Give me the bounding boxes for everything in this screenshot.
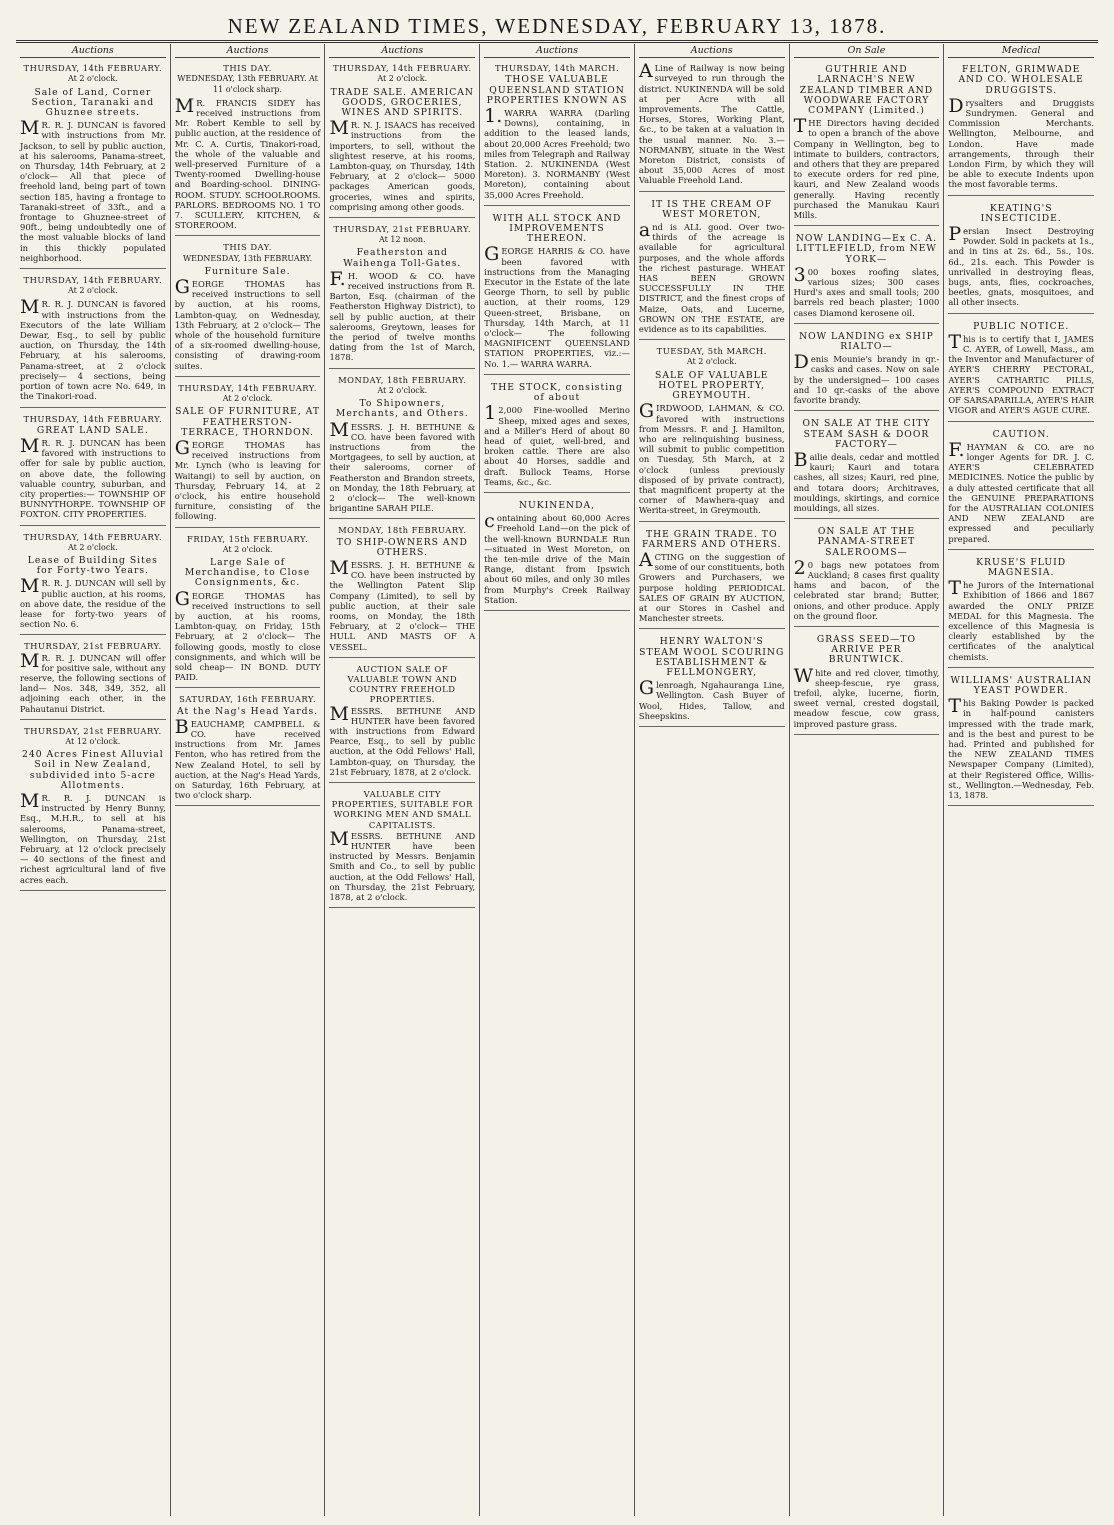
ad-title: TRADE SALE. AMERICAN GOODS, GROCERIES, WINES AND SPIRITS. [330, 86, 474, 119]
advertisement [639, 61, 785, 191]
advertisement [794, 415, 940, 519]
advertisement [329, 787, 475, 908]
advertisement [794, 230, 940, 324]
advertisement [20, 639, 166, 719]
newspaper-columns [16, 44, 1098, 1516]
advertisement [794, 523, 940, 627]
ad-title: THE STOCK, consisting of about [491, 381, 623, 404]
ad-body: GEORGE THOMAS has received instructions to sell by auction, at his rooms, Lambton-quay, on Friday, 15th February, at 2 o'clock— The following goods, mostly to close consignments, and which will be sold cheap— IN BOND. DUTY PAID. [174, 587, 321, 683]
ad-title: CAUTION. [992, 428, 1050, 440]
advertisement [484, 379, 630, 493]
masthead-rule-double [16, 42, 1098, 43]
ad-time: At 2 o'clock. [686, 357, 737, 367]
ad-date: THURSDAY, 14th FEBRUARY. [23, 275, 163, 286]
advertisement [20, 724, 166, 891]
ad-date: THURSDAY, 21st FEBRUARY. [24, 725, 162, 736]
advertisement [948, 672, 1094, 806]
ad-body: and is ALL good. Over two-thirds of the acreage is available for agricultural purposes, and the whole affords the richest pasturage. WHEAT HAS BEEN GROWN SUCCESSFULLY IN THE DISTRICT, and the finest crops of Maize, Oats, and Lucerne, GROWN ON THE ESTATE, are evidence as to its capabilities. [638, 219, 785, 335]
ad-title: THOSE VALUABLE QUEENSLAND STATION PROPERTIES KNOWN AS [486, 74, 628, 106]
advertisement [484, 61, 630, 206]
ad-time: At 2 o'clock. [67, 286, 118, 296]
ad-title: HENRY WALTON'S STEAM WOOL SCOURING ESTABLISHMENT & FELLMONGERY, [639, 636, 785, 678]
column-2 [171, 44, 326, 1516]
advertisement [175, 61, 321, 236]
ad-date: THURSDAY, 21st FEBRUARY. [24, 641, 162, 652]
column-heading: Auctions [329, 46, 475, 58]
ad-title: 240 Acres Finest Alluvial Soil in New Zealand, subdivided into 5-acre Allotments. [22, 749, 164, 791]
ad-title: At the Nag's Head Yards. [177, 705, 319, 717]
ad-date: AUCTION SALE OF VALUABLE TOWN AND COUNTRY FREEHOLD PROPERTIES. [347, 663, 458, 705]
ad-date: THURSDAY, 14th FEBRUARY. [332, 63, 472, 74]
ad-title: FELTON, GRIMWADE AND CO. WHOLESALE DRUGGISTS. [958, 64, 1084, 96]
ad-body: 1.WARRA WARRA (Darling Downs), containing, in addition to the leased lands, about 20,000 Acres Freehold; two miles from Telegraph and Railway Station. 2. NUKINENDA (West Moreton). 3. NORMANBY (West Moreton), containing about 35,000 Acres Freehold. [484, 105, 630, 200]
advertisement [20, 412, 166, 526]
advertisement [175, 381, 321, 528]
ad-body: MESSRS. BETHUNE AND HUNTER have been instructed by Messrs. Benjamin Smith and Co., to sell by public auction, at the Odd Fellows' Hall, on Thursday, the 21st February, 1878, at 2 o'clock. [329, 827, 476, 903]
ad-title: NUKINENDA, [519, 499, 595, 511]
ad-date: SATURDAY, 16th FEBRUARY. [179, 694, 317, 705]
ad-title: ON SALE AT THE PANAMA-STREET SALEROOMS— [817, 526, 916, 558]
ad-body: MR. R. J. DUNCAN is favored with instructions from the Executors of the late William Dewar, Esq., to sell by public auction, on Thursday, the 14th February, at his salerooms, Panama-street, at 2 o'clock precisely— 4 sections, being portion of town acre No. 649, in the Tinakori-road. [20, 296, 166, 402]
ad-body: 20 bags new potatoes from Auckland; 8 cases first quality hams and bacon, of the celebrated star brand; Butter, onions, and other produce. Apply on the ground floor. [793, 556, 940, 621]
advertisement [484, 497, 630, 611]
ad-title: GREAT LAND SALE. [36, 424, 149, 436]
advertisement [20, 273, 166, 407]
ad-date: THURSDAY, 14th MARCH. [494, 63, 620, 74]
ad-title: GRASS SEED—TO ARRIVE PER BRUNTWICK. [816, 633, 917, 666]
ad-body: Glenroagh, Ngahauranga Line, Wellington. Cash Buyer of Wool, Hides, Tallow, and Sheepskins. [638, 677, 785, 721]
ad-title: To Shipowners, Merchants, and Others. [335, 398, 469, 420]
ad-date: THURSDAY, 14th FEBRUARY. [23, 531, 163, 542]
column-heading: On Sale [794, 46, 940, 58]
advertisement [484, 210, 630, 375]
ad-date: FRIDAY, 15th FEBRUARY. [187, 533, 309, 544]
ad-title: NOW LANDING—Ex C. A. LITTLEFIELD, from NEW YORK— [795, 233, 938, 265]
column-heading: Auctions [20, 46, 166, 58]
ad-time: At 12 noon. [378, 235, 426, 245]
column-heading: Medical [948, 46, 1094, 58]
advertisement [329, 523, 475, 657]
advertisement [948, 318, 1094, 422]
ad-title: TO SHIP-OWNERS AND OTHERS. [336, 536, 468, 558]
ad-title: THE GRAIN TRADE. TO FARMERS AND OTHERS. [641, 528, 782, 550]
advertisement [329, 222, 475, 369]
column-heading: Auctions [484, 46, 630, 58]
ad-body: MESSRS. J. H. BETHUNE & CO. have been instructed by the Wellington Patent Slip Company (Limited), to sell by public auction, at their sale rooms, on Monday, the 18th February, at 2 o'clock— THE HULL AND MASTS OF A VESSEL. [329, 556, 476, 652]
ad-body: GEORGE HARRIS & CO. have been favored with instructions from the Managing Executor in the Estate of the late George Thorn, to sell by public auction, at their rooms, 129 Queen-street, Brisbane, on Thursday, 14th March, at 11 o'clock— The following MAGNIFICENT QUEENSLAND STATION PROPERTIES, viz.:— No. 1.— WARRA WARRA. [484, 243, 630, 369]
ad-title: SALE OF VALUABLE HOTEL PROPERTY, GREYMOUTH. [655, 369, 769, 402]
advertisement [20, 530, 166, 636]
advertisement [20, 61, 166, 269]
ad-title: Furniture Sale. [204, 265, 291, 277]
ad-date: THURSDAY, 14th FEBRUARY. [23, 413, 163, 424]
column-6 [790, 44, 945, 1516]
ad-body: MR. R. J. DUNCAN will offer for positive sale, without any reserve, the following sections of land— Nos. 348, 349, 352, all adjoining each other, in the Pahautanui District. [20, 649, 166, 714]
column-5 [635, 44, 790, 1516]
advertisement [175, 240, 321, 376]
advertisement [794, 631, 940, 735]
advertisement [948, 61, 1094, 195]
ad-time: At 12 o'clock. [65, 736, 121, 746]
ad-time: At 2 o'clock. [222, 544, 273, 554]
advertisement [639, 196, 785, 341]
masthead: NEW ZEALAND TIMES, WEDNESDAY, FEBRUARY 13, 1878. [227, 14, 887, 38]
ad-title: ON SALE AT THE CITY STEAM SASH & DOOR FACTORY— [802, 418, 931, 450]
ad-body: This Baking Powder is packed in half-pound canisters impressed with the trade mark, and is the best and purest to be had. Printed and published for the NEW ZEALAND TIMES Newspaper Company (Limited), at their Registered Office, Willis-st., Wellington.—Wednesday, Feb. 13, 1878. [948, 695, 1095, 800]
ad-time: At 2 o'clock. [67, 542, 118, 552]
ad-date: MONDAY, 18th FEBRUARY. [338, 525, 467, 536]
ad-body: containing about 60,000 Acres Freehold Land—on the pick of the well-known BURNDALE Run—situated in West Moreton, on the ten-mile drive of the Main Range, distant from Ipswich about 60 miles, and only 30 miles from Murphy's Creek Railway Station. [484, 510, 630, 605]
ad-body: MR. R. J. DUNCAN is favored with instructions from Mr. Jackson, to sell by public auction, at his salerooms, Panama-street, on Thursday, 14th February, at 2 o'clock— All that piece of freehold land, being part of town section 185, having a frontage to Taranaki-street of 33ft., and a frontage to Ghuznee-street of 90ft., being undoubtedly one of the most valuable blocks of land in this thickly populated neighborhood. [20, 117, 166, 263]
ad-date: THURSDAY, 14th FEBRUARY. [23, 63, 163, 74]
ad-body: Bailie deals, cedar and mottled kauri; Kauri and totara cashes, all sizes; Kauri, red pine, and totara doors; Architraves, mouldings, skirtings, and cornice mouldings, all sizes. [793, 448, 940, 513]
ad-title: GUTHRIE AND LARNACH'S NEW ZEALAND TIMBER AND WOODWARE FACTORY COMPANY (Limited.) [799, 64, 934, 117]
advertisement [175, 692, 321, 806]
ad-body: THE Directors having decided to open a branch of the above Company in Wellington, beg to intimate to builders, contractors, and others that they are prepared to execute orders for red pine, kauri, and New Zealand woods generally. Having recently purchased the Manukau Kauri Mills. [793, 115, 940, 221]
ad-title: PUBLIC NOTICE. [973, 320, 1070, 332]
advertisement [948, 426, 1094, 550]
column-1 [16, 44, 171, 1516]
ad-body: White and red clover, timothy, sheep-fescue, rye grass, trefoil, alyke, lucerne, fiorin, sweet vernal, crested dogstail, meadow fescue, cow grass, improved pasture grass. [793, 664, 940, 729]
ad-body: MR. R. J. DUNCAN is instructed by Henry Bunny, Esq., M.H.R., to sell at his salerooms, Panama-street, Wellington, on Thursday, 21st February, at 12 o'clock precisely— 40 sections of the finest and richest agricultural land of five acres each. [20, 790, 166, 885]
ad-body: MR. R. J. DUNCAN has been favored with instructions to offer for sale by public auction, on above date, the following valuable country, suburban, and city properties:— TOWNSHIP OF BUNNYTHORPE. TOWNSHIP OF FOXTON. CITY PROPERTIES. [20, 434, 166, 520]
advertisement [639, 344, 785, 521]
advertisement [794, 328, 940, 411]
ad-date: THIS DAY. [223, 63, 272, 74]
ad-title: NOW LANDING ex SHIP RIALTO— [799, 330, 934, 353]
ad-date: THURSDAY, 21st FEBRUARY. [333, 224, 472, 235]
ad-body: MESSRS. BETHUNE AND HUNTER have been favored with instructions from Edward Pearce, Esq., to sell by public auction, at the Odd Fellows' Hall, Lambton-quay, on Thursday, the 21st February, 1878, at 2 o'clock. [329, 702, 476, 777]
advertisement [948, 200, 1094, 314]
ad-title: Featherston and Waihenga Toll-Gates. [343, 247, 462, 269]
advertisement [639, 526, 785, 630]
ad-body: MR. N. J. ISAACS has received instructions from the importers, to sell, without the slightest reserve, at his rooms, Lambton-quay, on Thursday, 14th February, at 2 o'clock— 5000 packages American goods, groceries, wines and spirits, comprising among other goods. [329, 117, 476, 212]
ad-date: TUESDAY, 5th MARCH. [656, 346, 767, 357]
ad-body: F.HAYMAN & CO. are no longer Agents for DR. J. C. AYER'S CELEBRATED MEDICINES. Notice the public by a duly attested certificate that all the GENUINE PREPARATIONS for the AUSTRALIAN COLONIES AND NEW ZEALAND are expressed and peculiarly prepared. [948, 438, 1095, 544]
ad-time: WEDNESDAY, 13th FEBRUARY. [182, 253, 313, 263]
advertisement [329, 662, 475, 783]
advertisement [639, 633, 785, 727]
ad-body: GEORGE THOMAS has received instructions to sell by auction, at his rooms, Lambton-quay, on Wednesday, 13th February, at 2 o'clock— The whole of the household furniture of a six-roomed dwelling-house, consisting of drawing-room suites. [174, 276, 321, 371]
ad-body: 12,000 Fine-woolled Merino Sheep, mixed ages and sexes, and a Miller's Herd of about 80 head of quiet, well-bred, and broken cattle. There are also about 40 Horses, saddle and draft. Bullock Teams, Horse Teams, &c., &c. [484, 402, 630, 487]
ad-body: ALine of Railway is now being surveyed to run through the district. NUKINENDA will be sold at per Acre with all improvements. The Cattle, Horses, Stores, Working Plant, &c., to be taken at a valuation in the usual manner. No. 3.— NORMANBY, situate in the West Moreton District, consists of about 35,000 Acres of most Valuable Freehold Land. [638, 60, 785, 186]
column-heading: Auctions [175, 46, 321, 58]
ad-date: MONDAY, 18th FEBRUARY. [338, 374, 467, 385]
ad-title: KEATING'S INSECTICIDE. [980, 202, 1062, 224]
ad-body: MESSRS. J. H. BETHUNE & CO. have been favored with instructions from the Mortgagees, to sell by auction, at their salerooms, corner of Featherston and Brandon streets, on Monday, the 18th February, at 2 o'clock— The well-known brigantine SARAH PILE. [329, 418, 476, 514]
ad-title: KRUSE'S FLUID MAGNESIA. [976, 556, 1067, 578]
column-4 [480, 44, 635, 1516]
ad-title: Lease of Building Sites for Forty-two Years. [27, 554, 158, 577]
ad-title: WITH ALL STOCK AND IMPROVEMENTS THEREON. [492, 212, 622, 245]
ad-time: WEDNESDAY, 13th FEBRUARY. At 11 o'clock sharp. [177, 74, 318, 94]
column-3 [325, 44, 480, 1516]
ad-date: THURSDAY, 14th FEBRUARY. [178, 382, 317, 393]
column-heading: Auctions [639, 46, 785, 58]
advertisement [175, 532, 321, 689]
ad-title: IT IS THE CREAM OF WEST MORETON, [651, 198, 773, 220]
ad-time: At 2 o'clock. [67, 74, 118, 84]
advertisement [329, 373, 475, 520]
ad-date: VALUABLE CITY PROPERTIES, SUITABLE FOR WORKING MEN AND SMALL CAPITALISTS. [331, 789, 473, 830]
ad-body: GEORGE THOMAS has received instructions from Mr. Lynch (who is leaving for Waitangi) to sell by auction, on Thursday, February 14, at 2 o'clock, his entire household furniture, consisting of the following. [174, 436, 321, 522]
ad-time: At 2 o'clock. [377, 74, 428, 84]
ad-body: The Jurors of the International Exhibition of 1866 and 1867 awarded the ONLY PRIZE MEDAL for this Magnesia. The excellence of this Magnesia is clearly established by the certificates of the analytical chemists. [948, 577, 1095, 662]
ad-body: F.H. WOOD & CO. have received instructions from R. Barton, Esq. (chairman of the Featherston Highway District), to sell by public auction, at their salerooms, Greytown, leases for the period of twelve months dating from the 1st of March, 1878. [329, 267, 476, 363]
ad-title: Sale of Land, Corner Section, Taranaki and Ghuznee streets. [31, 86, 155, 119]
ad-body: Persian Insect Destroying Powder. Sold in packets at 1s., and in tins at 2s. 6d., 5s., 10s. 6d., 21s. each. This Powder is unrivalled in destroying fleas, bugs, ants, flies, cockroaches, beetles, gnats, mosquitoes, and all other insects. [948, 223, 1095, 308]
ad-body: MR. R. J. DUNCAN will sell by public auction, at his rooms, on above date, the residue of the lease for forty-two years of section No. 6. [20, 575, 166, 630]
ad-title: WILLIAMS' AUSTRALIAN YEAST POWDER. [950, 674, 1092, 696]
column-7 [944, 44, 1098, 1516]
ad-body: Denis Mounie's brandy in qr.-casks and cases. Now on sale by the undersigned— 100 cases and 10 qr.-casks of the above favorite brandy. [793, 351, 940, 406]
advertisement [794, 61, 940, 226]
ad-body: ACTING on the suggestion of some of our constituents, both Growers and Purchasers, we purpose holding PERIODICAL SALES OF GRAIN BY AUCTION, at our Stores in Cashel and Manchester streets. [638, 548, 785, 624]
ad-body: GIRDWOOD, LAHMAN, & CO. favored with instructions from Messrs. F. and J. Hamilton, who are relinquishing business, will submit to public competition on Tuesday, 5th March, at 2 o'clock (unless previously disposed of by private contract), that magnificent property at the corner of Mawhera-quay and Werita-street, in Greymouth. [638, 400, 785, 516]
ad-body: Drysalters and Druggists Sundrymen. General and Commission Merchants. Wellington, Melbourne, and London. Have made arrangements, through their London Firm, by which they will be able to execute Indents upon the most favorable terms. [948, 94, 1095, 190]
ad-time: At 2 o'clock. [377, 385, 428, 395]
ad-body: This is to certify that I, JAMES C. AYER, of Lowell, Mass., am the Inventor and Manufacturer of AYER'S CHERRY PECTORAL, AYER'S CATHARTIC PILLS, AYER'S COMPOUND EXTRACT OF SARSAPARILLA, AYER'S HAIR VIGOR and AYER'S AGUE CURE. [948, 330, 1095, 416]
advertisement [329, 61, 475, 218]
advertisement [948, 554, 1094, 668]
masthead-rule [16, 40, 1098, 41]
ad-date: THIS DAY. [223, 242, 272, 253]
ad-body: BEAUCHAMP, CAMPBELL & CO. have received instructions from Mr. James Fenton, who has retired from the New Zealand Hotel, to sell by auction, at the Nag's Head Yards, on Saturday, 16th February, at two o'clock sharp. [174, 715, 321, 801]
ad-time: At 2 o'clock. [222, 394, 273, 404]
ad-body: MR. FRANCIS SIDEY has received instructions from Mr. Robert Kemble to sell by public auction, at the residence of Mr. C. A. Curtis, Tinakori-road, the whole of the valuable and well-preserved Furniture of a Twenty-roomed Dwelling-house and Boarding-school. DINING-ROOM. STUDY. SCHOOLROOMS. PARLORS. BEDROOMS NO. 1 TO 7. SCULLERY, KITCHEN, & STOREROOM. [174, 94, 321, 231]
ad-title: Large Sale of Merchandise, to Close Consignments, &c. [184, 556, 311, 589]
ad-body: 300 boxes roofing slates, various sizes; 300 cases Hurd's axes and small tools; 200 barrels red beach plaster; 1000 cases Diamond kerosene oil. [793, 263, 940, 318]
ad-title: SALE OF FURNITURE, AT FEATHERSTON-TERRACE, THORNDON. [175, 406, 320, 438]
